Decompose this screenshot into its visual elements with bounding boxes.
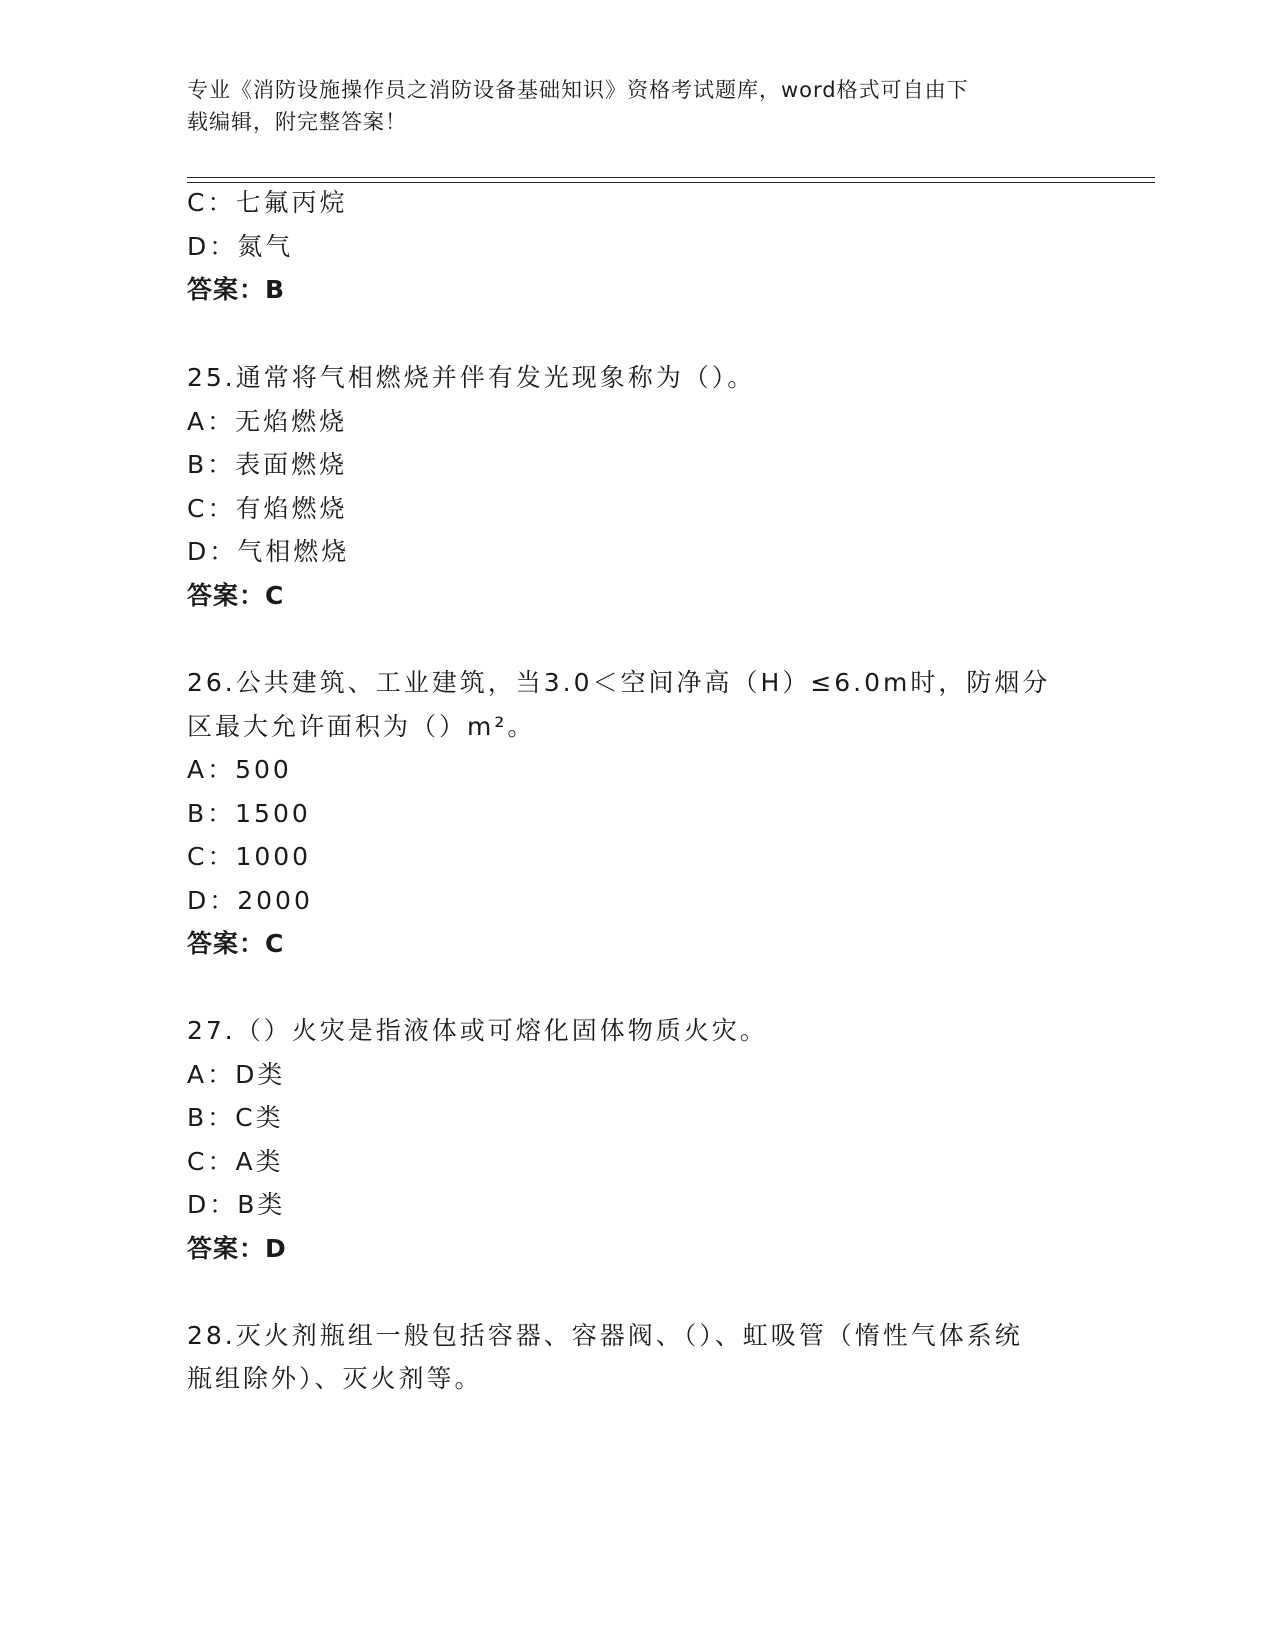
option-b: B：1500: [187, 799, 311, 828]
question-stem: 27.（）火灾是指液体或可熔化固体物质火灾。: [187, 1016, 768, 1045]
option-c: C：有焰燃烧: [187, 494, 348, 523]
question-stem-line-1: 28.灭火剂瓶组一般包括容器、容器阀、（）、虹吸管（惰性气体系统: [187, 1321, 1023, 1350]
option-a: A：500: [187, 755, 292, 784]
answer: 答案：C: [187, 929, 285, 958]
option-c: C：A类: [187, 1147, 284, 1176]
question-stem-line-1: 26.公共建筑、工业建筑，当3.0＜空间净高（H）≤6.0m时，防烟分: [187, 668, 1051, 697]
question-stem-line-2: 区最大允许面积为（）m²。: [187, 712, 536, 741]
option-c: C：七氟丙烷: [187, 188, 348, 217]
answer: 答案：C: [187, 581, 285, 610]
document-header: [187, 74, 1067, 138]
option-d: D：2000: [187, 886, 313, 915]
question-stem: 25.通常将气相燃烧并伴有发光现象称为（）。: [187, 363, 756, 392]
option-d: D：氮气: [187, 232, 294, 261]
option-c: C：1000: [187, 842, 312, 871]
header-divider-top: [187, 177, 1155, 178]
option-d: D：气相燃烧: [187, 537, 350, 566]
option-a: A：无焰燃烧: [187, 407, 348, 436]
header-line-2: 载编辑，附完整答案！: [187, 110, 407, 134]
option-b: B：C类: [187, 1103, 284, 1132]
answer: 答案：B: [187, 275, 286, 304]
option-d: D：B类: [187, 1190, 286, 1219]
header-line-1: 专业《消防设施操作员之消防设备基础知识》资格考试题库，word格式可自由下: [187, 78, 969, 102]
answer: 答案：D: [187, 1234, 287, 1263]
option-a: A：D类: [187, 1060, 286, 1089]
header-divider-bottom: [187, 182, 1155, 183]
question-stem-line-2: 瓶组除外）、灭火剂等。: [187, 1364, 483, 1393]
option-b: B：表面燃烧: [187, 450, 348, 479]
